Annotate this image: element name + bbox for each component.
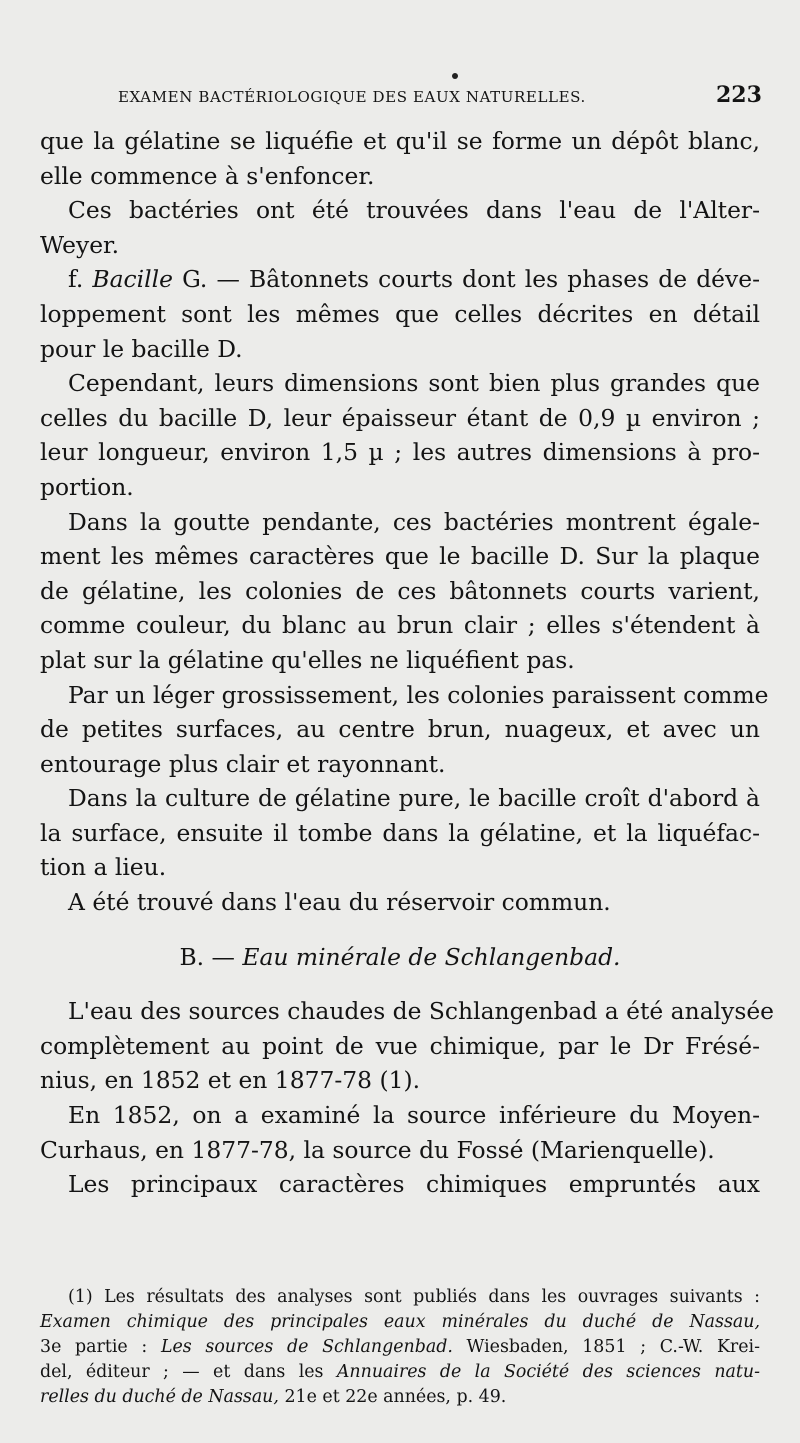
text-line: pour le bacille D. [40,334,243,363]
section-gap [40,974,760,994]
text-line: Les principaux caractères chimiques empruntés aux [68,1170,760,1199]
text-line: de gélatine, les colonies de ces bâtonnets courts varient, [40,576,760,605]
footnote-line [40,1335,760,1360]
text-line: Weyer. [40,230,120,259]
text-line: elle commence à s'enfoncer. [40,161,375,190]
footnote-text: 21e et 22e années, p. 49. [278,1387,507,1407]
footnote-line: (1) Les résultats des analyses sont publiés dans les ouvrages suivants : [68,1287,760,1307]
section-gap [40,920,760,940]
text-line: Ces bactéries ont été trouvées dans l'eau de l'Alter- [68,196,760,225]
text-line: En 1852, on a examiné la source inférieure du Moyen- [68,1101,760,1130]
text-line: Cependant, leurs dimensions sont bien plus grandes que [68,369,760,398]
footnote-text: 3e partie : [40,1337,161,1357]
text-line: Dans la culture de gélatine pure, le bacille croît d'abord à [68,784,760,813]
footnote-work-title: Examen chimique des principales eaux minérales du duché de Nassau, [40,1312,760,1332]
text-line: de petites surfaces, au centre brun, nuageux, et avec un [40,715,760,744]
text-line: portion. [40,472,134,501]
footnote-work-title: Les sources de Schlangenbad. [160,1337,453,1357]
text-line: leur longueur, environ 1,5 µ ; les autres dimensions à pro- [40,438,760,467]
running-title: EXAMEN BACTÉRIOLOGIQUE DES EAUX NATURELLES. [118,88,586,106]
text-line: plat sur la gélatine qu'elles ne liquéfient pas. [40,645,575,674]
text-line: loppement sont les mêmes que celles décrites en détail [40,299,760,328]
section-heading [40,940,760,975]
text-line: la surface, ensuite il tombe dans la gélatine, et la liquéfac- [40,818,760,847]
body-text [40,124,775,1202]
text-line-rest: G. — Bâtonnets courts dont les phases de déve- [172,265,760,294]
footnote-line [40,1360,760,1385]
text-line [40,262,760,297]
footnote-text: Wiesbaden, 1851 ; C.-W. Krei- [452,1337,760,1357]
text-line: que la gélatine se liquéfie et qu'il se forme un dépôt blanc, [40,127,760,155]
text-line: celles du bacille D, leur épaisseur étant de 0,9 µ environ ; [40,403,760,432]
item-letter: f. [68,265,93,294]
text-line: Curhaus, en 1877-78, la source du Fossé (Marienquelle). [40,1135,715,1164]
text-line: complètement au point de vue chimique, par le Dr Frésé- [40,1031,760,1060]
page-header [0,84,800,114]
text-line: ment les mêmes caractères que le bacille D. Sur la plaque [40,542,760,571]
text-line: comme couleur, du blanc au brun clair ; elles s'étendent à [40,611,760,640]
page-number: 223 [716,82,762,108]
footnote-line [40,1310,760,1335]
footnote-work-title: Annuaires de la Société des sciences natu- [336,1362,760,1382]
footnote-work-title: relles du duché de Nassau, [40,1387,279,1407]
section-label: B. — [179,942,243,971]
text-line: nius, en 1852 et en 1877-78 (1). [40,1066,421,1095]
text-line: Dans la goutte pendante, ces bactéries montrent égale- [68,507,760,536]
footnote-line [40,1385,760,1410]
text-line: A été trouvé dans l'eau du réservoir commun. [68,888,611,917]
text-line: L'eau des sources chaudes de Schlangenbad a été analysée [68,997,775,1026]
text-line: entourage plus clair et rayonnant. [40,749,446,778]
bacillus-name: Bacille [92,265,173,294]
footnote-text: del, éditeur ; — et dans les [40,1362,337,1382]
section-title: Eau minérale de Schlangenbad. [242,942,621,971]
footnote [40,1285,760,1410]
text-line: Par un léger grossissement, les colonies paraissent comme [68,680,769,709]
ink-dot [452,73,458,79]
text-line: tion a lieu. [40,853,167,882]
